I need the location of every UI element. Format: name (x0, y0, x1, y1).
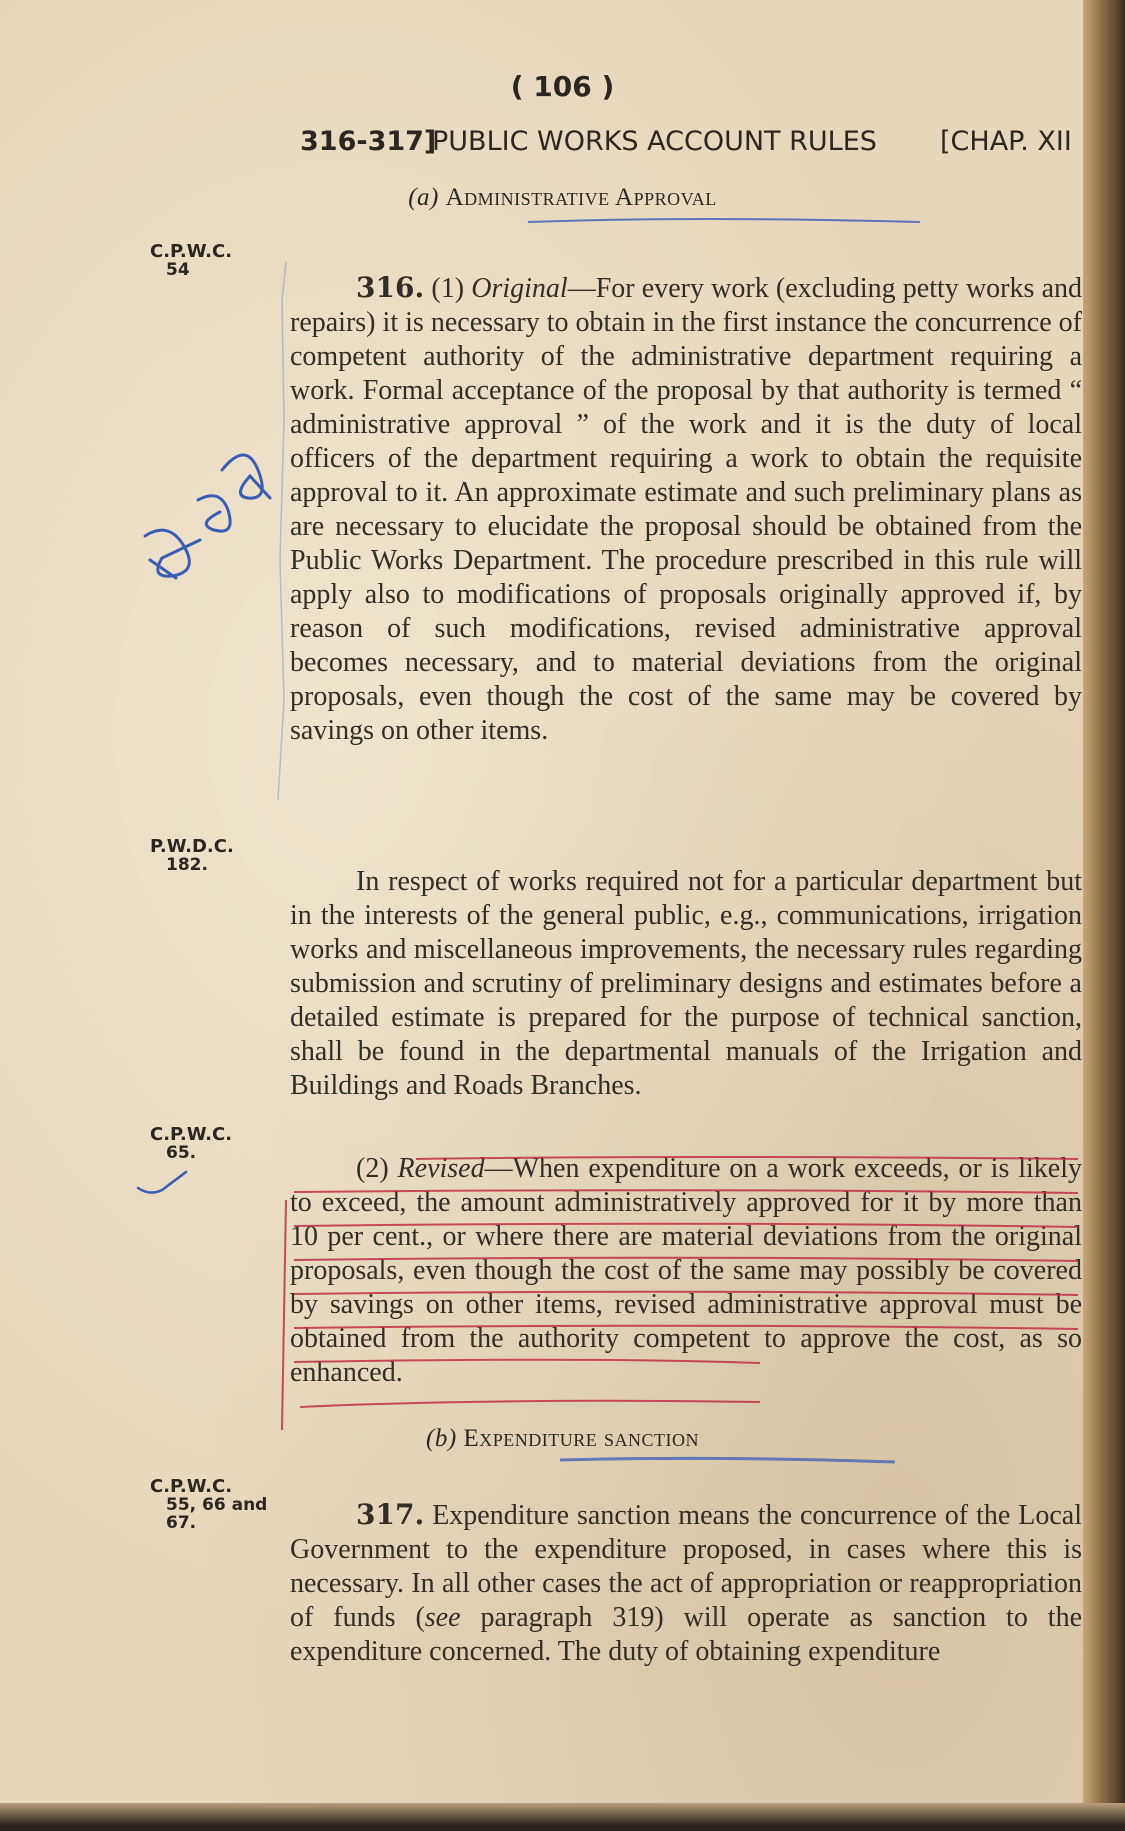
section-a-letter: (a) (408, 184, 439, 211)
running-head (300, 126, 1080, 166)
paragraph-316-2-text: —When expenditure on a work exceeds, or is likely to exceed, the amount administratively approved for it by more than 10 per cent., or where there are material deviations from the original proposals, even though the cost of the same may possibly be covered by savings on other items, revised administrative approval must be obtained from the authority competent to approve the cost, as so enhanced. (290, 1153, 1083, 1388)
page-bottom-edge (0, 1803, 1125, 1831)
margin-tick-mark (138, 1172, 186, 1193)
margin-note-ref: C.P.W.C. (150, 1124, 233, 1145)
margin-note-cpwc-55-66-67 (150, 1478, 290, 1533)
revised-term: Revised (397, 1153, 485, 1184)
margin-note-num: 182. (166, 854, 208, 875)
margin-note-pwdc-182 (150, 838, 290, 875)
paragraph-316-1-text: —For every work (excluding petty works and repairs) it is necessary to obtain in the first instance the concurrence of competent authority of the administrative department requiring a work. Formal acceptance of the proposal by that authority is termed “ administrative approval ” of the work and it is the duty of local officers of the department requiring a work to obtain the requisite approval to it. An approximate estimate and such preliminary plans as are necessary to elucidate the proposal should be obtained from the Public Works Department. The procedure prescribed in this rule will apply also to modifications of proposals originally approved if, by reason of such modifications, revised administrative approval becomes necessary, and to material deviations from the original proposals, even though the cost of the same may be covered by savings on other items. (290, 273, 1083, 746)
section-number-316: 316. (356, 271, 425, 304)
paragraph-316-revised (290, 1152, 1082, 1390)
section-number-317: 317. (356, 1498, 425, 1531)
running-head-chapter: [CHAP. XII (940, 126, 1072, 157)
paragraph-316-public-works (290, 865, 1082, 1103)
margin-note-ref: C.P.W.C. (150, 1476, 233, 1497)
running-head-title: PUBLIC WORKS ACCOUNT RULES (432, 126, 877, 157)
subsection-1: (1) (431, 273, 465, 304)
paragraph-bracket-line (278, 262, 286, 800)
running-head-rules: 316-317] (300, 126, 437, 157)
section-heading-a (0, 184, 1125, 212)
subsection-2: (2) (356, 1153, 389, 1184)
margin-note-num: 55, 66 and 67. (166, 1494, 268, 1533)
section-heading-b (0, 1425, 1125, 1453)
paragraph-317 (290, 1498, 1082, 1669)
original-term: Original (471, 273, 568, 304)
margin-note-num: 54 (166, 259, 190, 280)
margin-note-cpwc-65 (150, 1126, 290, 1163)
margin-note-ref: C.P.W.C. (150, 241, 233, 262)
paragraph-316-public-text: In respect of works required not for a particular department but in the interests of the general public, e.g., communications, irrigation works and miscellaneous improvements, the necessary rules regarding submission and scrutiny of preliminary designs and estimates before a detailed estimate is prepared for the purpose of technical sanction, shall be found in the departmental manuals of the Irrigation and Buildings and Roads Branches. (290, 866, 1082, 1101)
margin-note-ref: P.W.D.C. (150, 836, 234, 857)
paragraph-317-text-2: paragraph 319) will operate as sanction to the expenditure concerned. The duty of obtaining expenditure (290, 1602, 1082, 1667)
paragraph-316-original (290, 271, 1082, 748)
margin-note-num: 65. (166, 1142, 197, 1163)
margin-initials-mark (145, 455, 270, 578)
page-number: ( 106 ) (510, 70, 615, 103)
heading-a-underline (528, 219, 920, 222)
book-spine-shadow (1083, 0, 1125, 1831)
section-b-title: Expenditure sanction (463, 1425, 699, 1452)
margin-note-cpwc-54 (150, 243, 290, 280)
paragraph-317-text: Expenditure sanction means the concurrence of the Local Government to the expenditure proposed, in cases where this is necessary. In all other cases the act of appropriation or reappropriation of funds ( (290, 1500, 1082, 1633)
see-reference: see (424, 1602, 461, 1633)
heading-b-underline (560, 1458, 895, 1462)
section-b-letter: (b) (426, 1425, 457, 1452)
section-a-title: Administrative Approval (445, 184, 717, 211)
